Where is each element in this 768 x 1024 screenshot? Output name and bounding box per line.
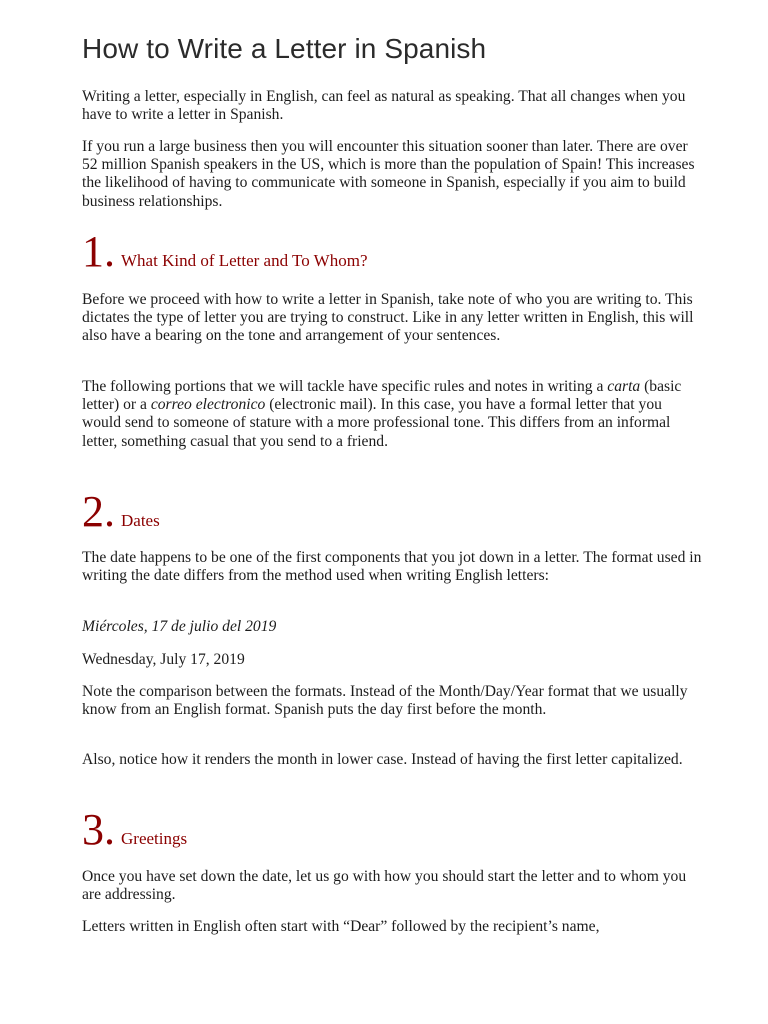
section-heading-1 bbox=[82, 227, 368, 276]
intro-paragraph-2: If you run a large business then you will encounter this situation sooner than later. There are over 52 million Spanish speakers in the US, which is more than the population of Spain! This increases the likelihood of having to communicate with someone in Spanish, especially if you aim to build business relationships. bbox=[82, 138, 695, 210]
term-carta: carta bbox=[607, 378, 641, 395]
section-number: 1. bbox=[82, 227, 115, 276]
section-label: Greetings bbox=[121, 829, 188, 848]
section-2-paragraph-2: Note the comparison between the formats. Instead of the Month/Day/Year format that we usually know from an English format. Spanish puts the day first before the month. bbox=[82, 683, 688, 719]
section-number: 3. bbox=[82, 805, 115, 854]
section-3-paragraph-2: Letters written in English often start with “Dear” followed by the recipient’s name, bbox=[82, 918, 600, 935]
term-correo-electronico: correo electronico bbox=[150, 396, 266, 414]
intro-paragraph-1: Writing a letter, especially in English, can feel as natural as speaking. That all changes when you have to write a letter in Spanish. bbox=[82, 88, 686, 124]
section-label: What Kind of Letter and To Whom? bbox=[121, 251, 368, 270]
section-number: 2. bbox=[82, 487, 115, 536]
section-2-paragraph-3: Also, notice how it renders the month in lower case. Instead of having the first letter capitalized. bbox=[82, 751, 683, 768]
date-example-english: Wednesday, July 17, 2019 bbox=[82, 651, 245, 668]
section-1-paragraph-2: The following portions that we will tackle have specific rules and notes in writing a carta (basic letter) or a correo electronico (electronic mail). In this case, you have a formal letter that you would send to someone of stature with a more professional tone. This differs from an informal letter, something casual that you send to a friend. bbox=[82, 378, 682, 450]
page-title: How to Write a Letter in Spanish bbox=[82, 33, 487, 64]
section-heading-3 bbox=[82, 805, 188, 854]
section-2-paragraph-1: The date happens to be one of the first components that you jot down in a letter. The format used in writing the date differs from the method used when writing English letters: bbox=[82, 549, 702, 585]
section-3-paragraph-1: Once you have set down the date, let us go with how you should start the letter and to whom you are addressing. bbox=[82, 868, 687, 904]
section-label: Dates bbox=[121, 511, 160, 530]
date-example-spanish: Miércoles, 17 de julio del 2019 bbox=[82, 618, 277, 635]
section-heading-2 bbox=[82, 487, 160, 536]
section-1-paragraph-1: Before we proceed with how to write a letter in Spanish, take note of who you are writing to. This dictates the type of letter you are trying to construct. Like in any letter written in English, this will also have a bearing on the tone and arrangement of your sentences. bbox=[82, 291, 694, 345]
